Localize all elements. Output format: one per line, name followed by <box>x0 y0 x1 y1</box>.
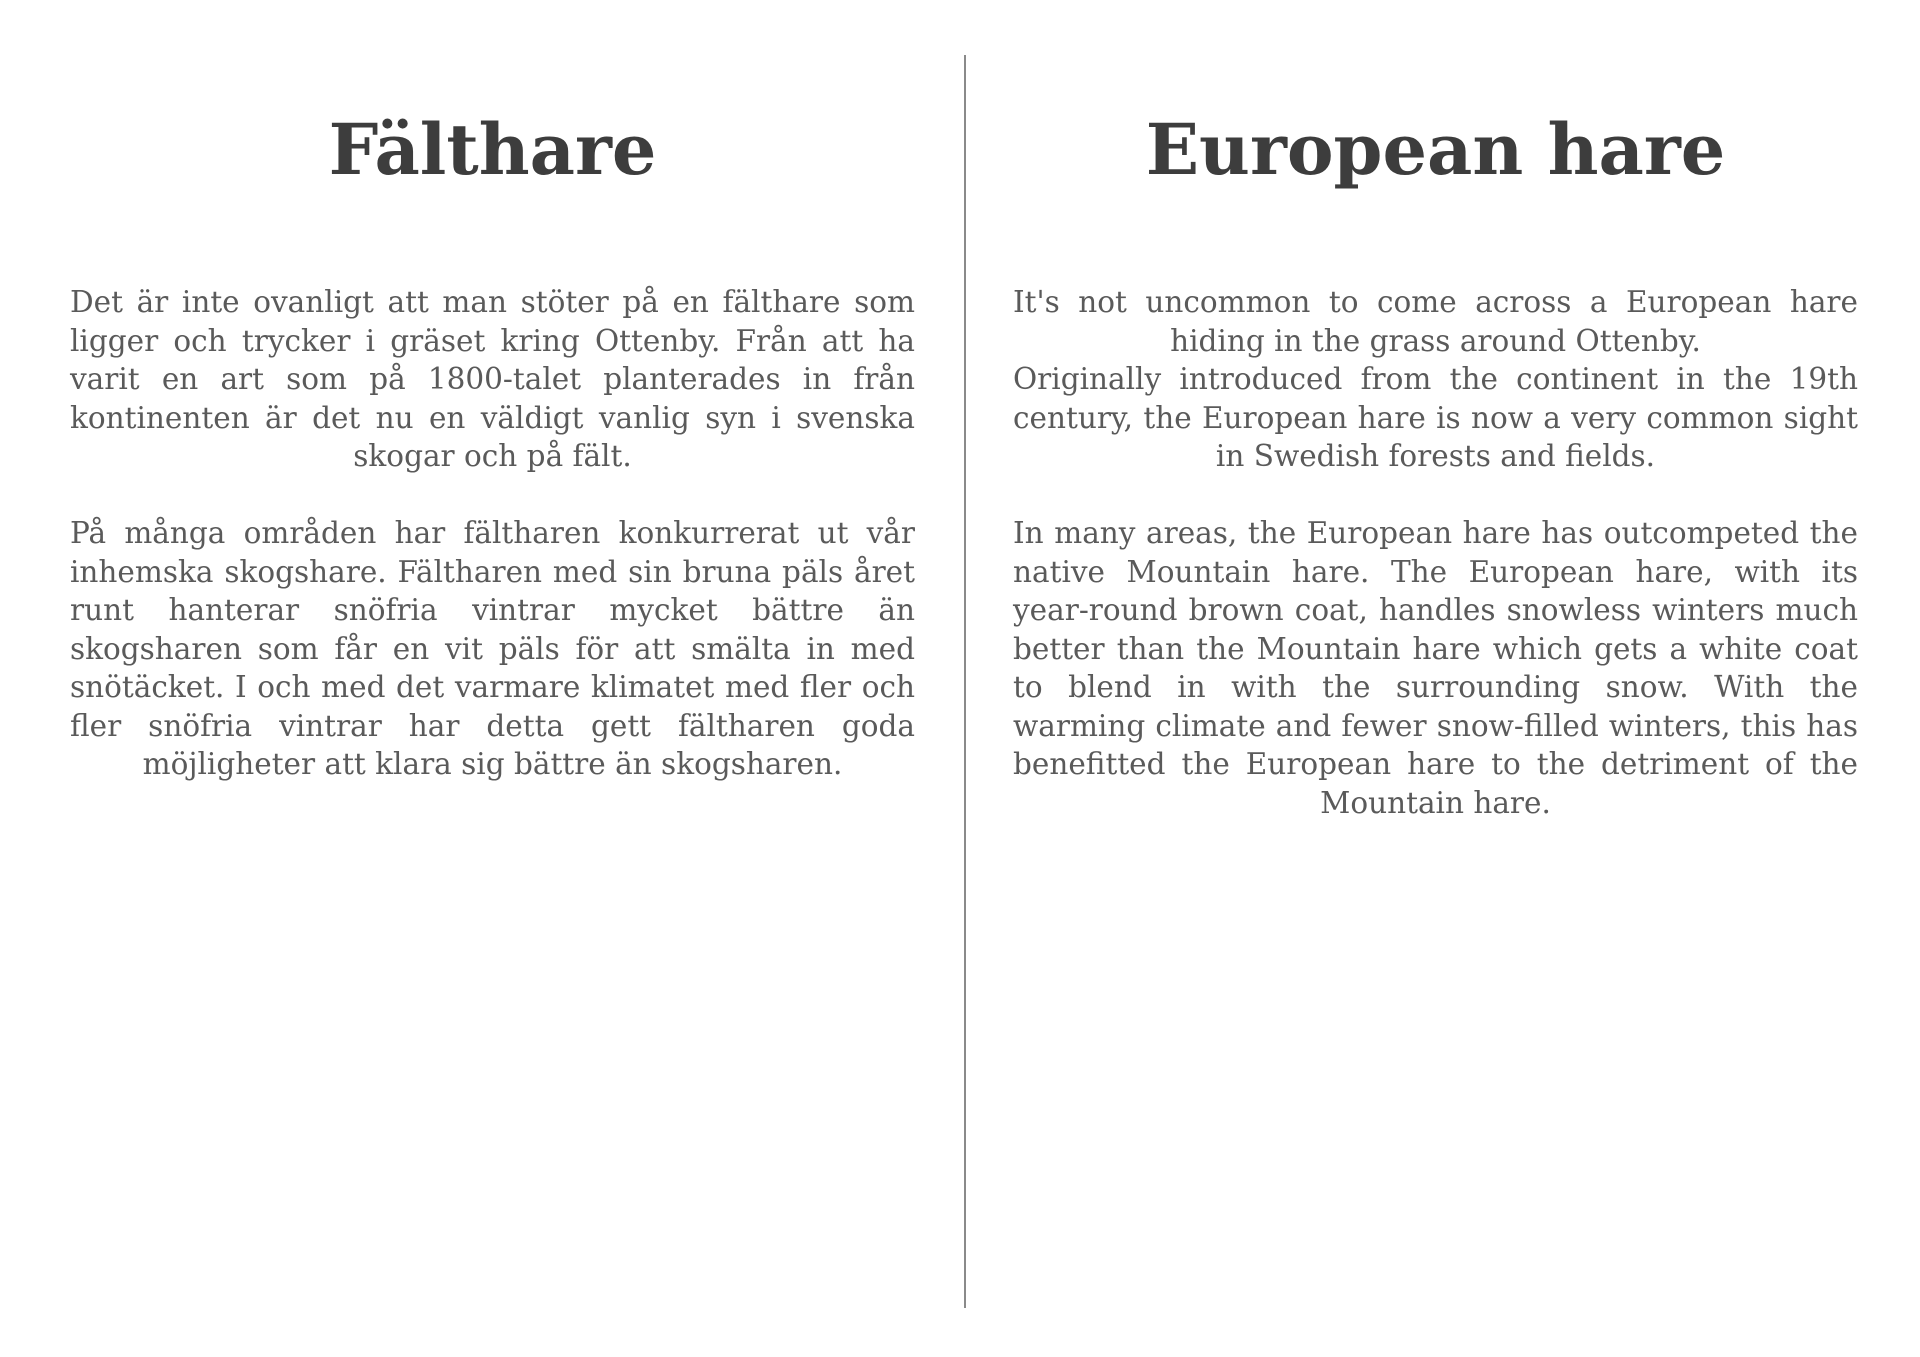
swedish-paragraph-2: På många områden har fältharen konkurrerat ut vår inhemska skogshare. Fältharen med sin bruna päls året runt hanterar snöfria vintrar mycket bättre än skogsharen som får en vit päls för att smälta in med snötäcket. I och med det varmare klimatet med fler och fler snöfria vintrar har detta gett fältharen goda möjligheter att klara sig bättre än skogsharen. <box>70 516 915 781</box>
swedish-title: Fälthare <box>328 108 657 191</box>
english-paragraph-1a: It's not uncommon to come across a European hare hiding in the grass around Ottenby. <box>1013 285 1858 358</box>
english-body <box>1013 283 1858 822</box>
english-title: European hare <box>1145 108 1726 191</box>
english-paragraph-2: In many areas, the European hare has outcompeted the native Mountain hare. The European hare, with its year-round brown coat, handles snowless winters much better than the Mountain hare which gets a white coat to blend in with the surrounding snow. With the warming climate and fewer snow-filled winters, this has benefitted the European hare to the detriment of the Mountain hare. <box>1013 516 1858 820</box>
english-paragraph-1b: Originally introduced from the continent in the 19th century, the European hare is now a very common sight in Swedish forests and fields. <box>1013 362 1858 473</box>
swedish-body <box>70 283 915 784</box>
swedish-paragraph-1: Det är inte ovanligt att man stöter på en fälthare som ligger och trycker i gräset kring Ottenby. Från att ha varit en art som på 1800-talet planterades in från kontinenten är det nu en väldigt vanlig syn i svenska skogar och på fält. <box>70 285 915 473</box>
english-paragraph-1-group <box>1013 283 1858 476</box>
column-divider <box>964 55 966 1308</box>
